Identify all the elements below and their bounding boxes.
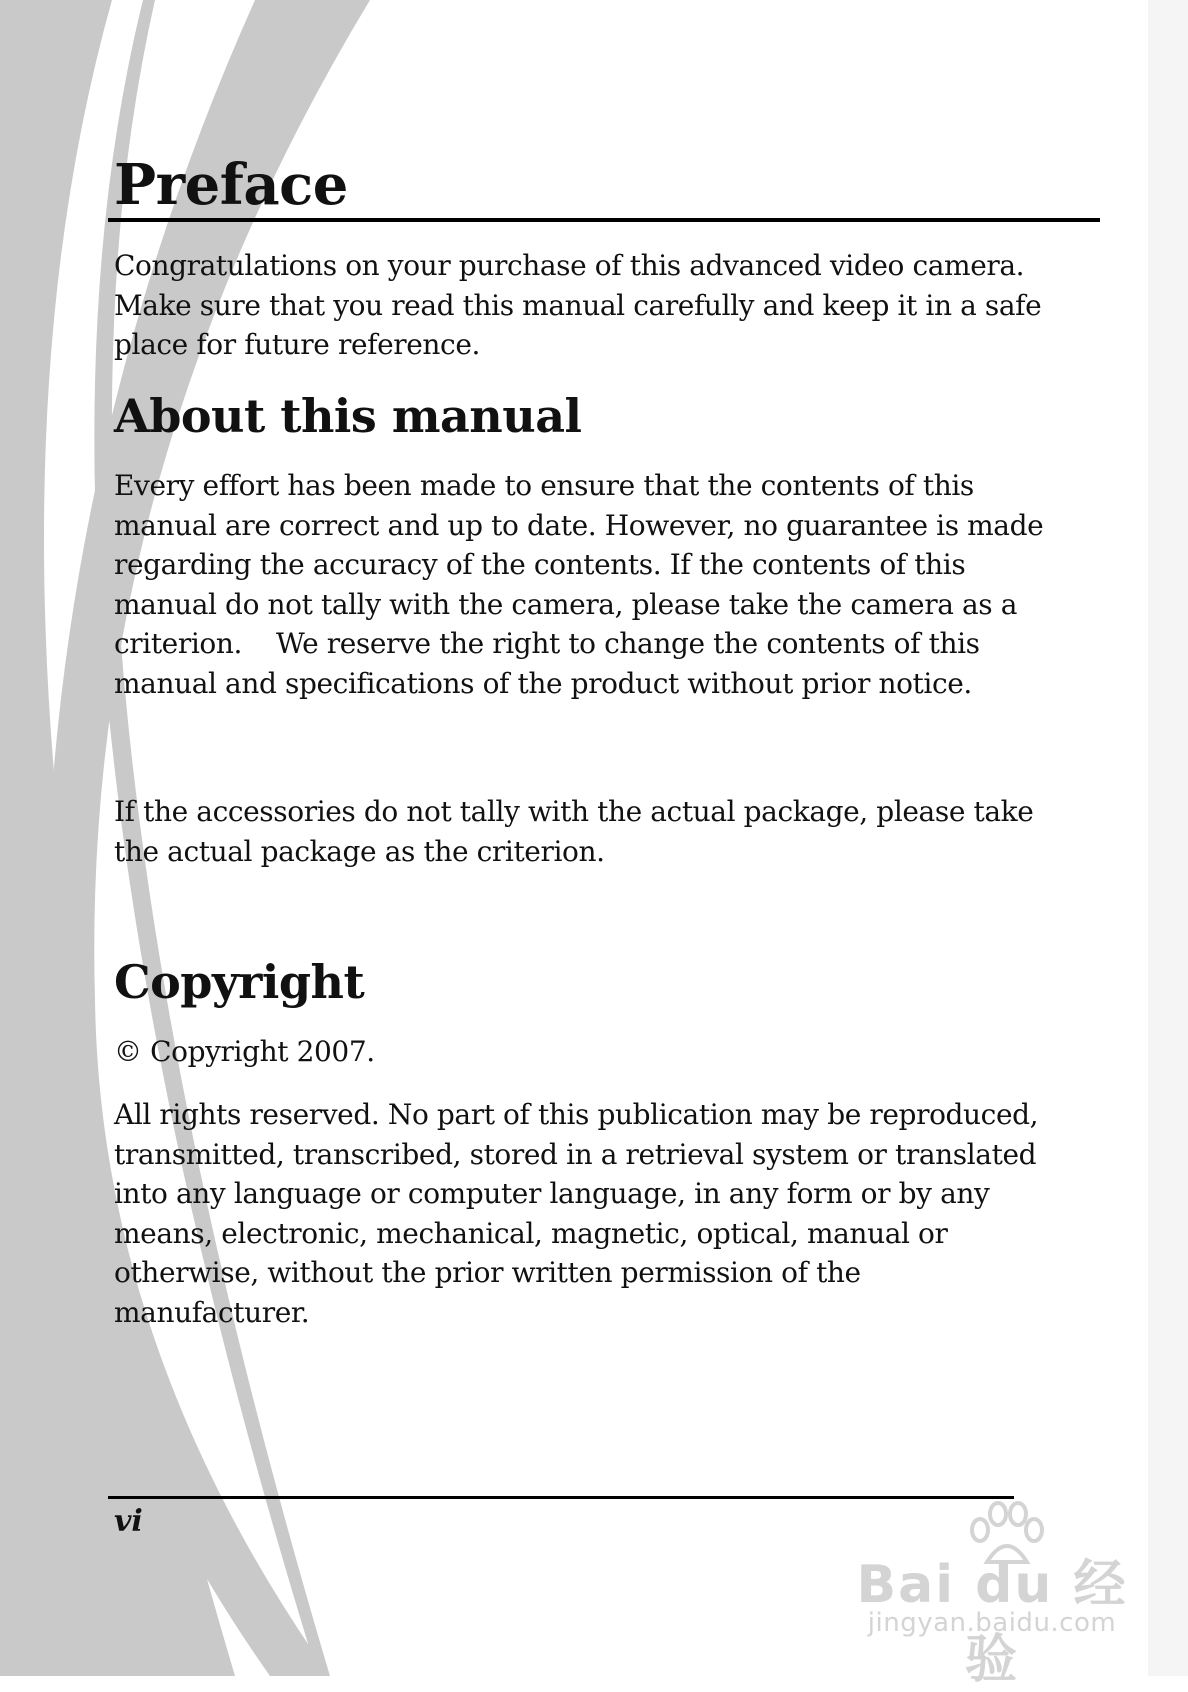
text-line: means, electronic, mechanical, magnetic, optical, manual or [114, 1216, 948, 1250]
text-line: Every effort has been made to ensure that the contents of this [114, 469, 974, 502]
baidu-watermark [852, 1500, 1132, 1690]
text-line: criterion. We reserve the right to change the contents of this [114, 627, 980, 661]
title-divider [108, 218, 1100, 222]
page-edge-strip [1148, 0, 1188, 1676]
page-title: Preface [114, 152, 348, 218]
footer-divider [108, 1496, 1014, 1499]
about-heading: About this manual [114, 389, 582, 443]
text-line: transmitted, transcribed, stored in a retrieval system or translated [114, 1137, 1037, 1171]
text-line: If the accessories do not tally with the actual package, please take [114, 795, 1034, 828]
intro-paragraph [114, 246, 1104, 365]
about-paragraph [114, 466, 1104, 704]
text-line: the actual package as the criterion. [114, 834, 605, 868]
text-line: All rights reserved. No part of this publication may be reproduced, [114, 1098, 1039, 1131]
text-line: Make sure that you read this manual carefully and keep it in a safe [114, 288, 1042, 322]
watermark-site: jingyan.baidu.com [867, 1608, 1117, 1638]
watermark-brand: Bai du 经验 [856, 1555, 1128, 1690]
copyright-paragraph [114, 1095, 1104, 1333]
text-line: manual do not tally with the camera, please take the camera as a [114, 587, 1018, 621]
copyright-notice: © Copyright 2007. [114, 1035, 375, 1068]
accessories-paragraph [114, 792, 1104, 871]
text-line: Congratulations on your purchase of this advanced video camera. [114, 249, 1025, 282]
text-line: place for future reference. [114, 328, 480, 362]
text-line: manufacturer. [114, 1295, 310, 1329]
text-line: manual are correct and up to date. However, no guarantee is made [114, 508, 1044, 542]
text-line: into any language or computer language, in any form or by any [114, 1177, 990, 1211]
text-line: regarding the accuracy of the contents. If the contents of this [114, 548, 966, 582]
text-line: manual and specifications of the product without prior notice. [114, 666, 972, 700]
text-line: otherwise, without the prior written permission of the [114, 1256, 861, 1290]
copyright-heading: Copyright [114, 955, 365, 1009]
page-number: vi [114, 1504, 143, 1539]
